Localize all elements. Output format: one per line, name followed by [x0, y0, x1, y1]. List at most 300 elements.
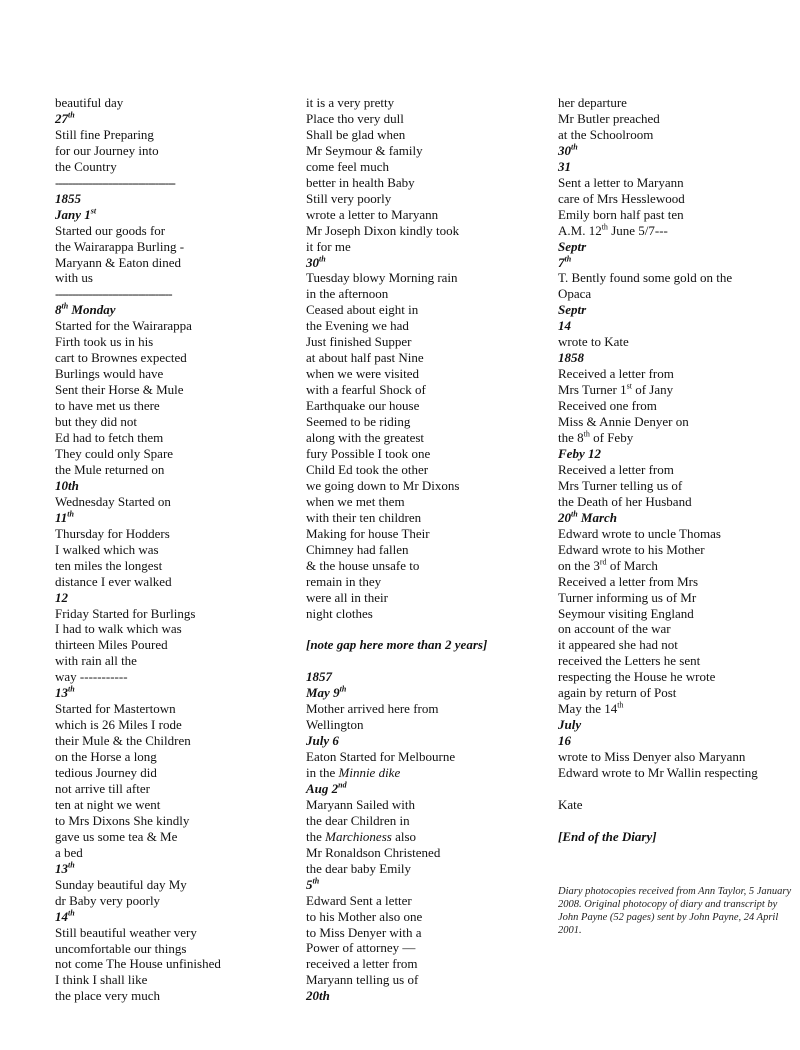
diary-line — [558, 621, 796, 637]
line-text: Ceased about eight in — [306, 302, 419, 318]
line-text: received the Letters he sent — [558, 653, 701, 669]
line-text: They could only Spare — [55, 445, 174, 461]
line-text: July — [558, 717, 582, 733]
line-text: May the 14 — [558, 701, 618, 717]
line-text: Eaton Started for Melbourne — [306, 749, 456, 765]
line-text: to Mrs Dixons She kindly — [55, 812, 190, 828]
line-text: Emily born half past ten — [558, 206, 684, 222]
line-text: Edward Sent a letter — [306, 892, 412, 908]
diary-line — [558, 606, 796, 622]
diary-line — [558, 414, 796, 430]
diary-line — [55, 925, 295, 941]
line-text: distance I ever walked — [55, 573, 172, 589]
line-text: Mrs Turner 1 — [558, 382, 627, 398]
line-text: Mrs Turner telling us of — [558, 477, 683, 493]
diary-line — [306, 398, 546, 414]
line-text: on the Horse a long — [55, 749, 157, 765]
diary-line — [306, 414, 546, 430]
diary-line — [55, 127, 295, 143]
line-text: Started for the Wairarappa — [55, 318, 192, 334]
line-text: Earthquake our house — [306, 398, 420, 414]
diary-line — [55, 542, 295, 558]
ordinal-suffix: th — [571, 509, 578, 519]
diary-line — [55, 845, 295, 861]
diary-line — [306, 797, 546, 813]
diary-line — [558, 685, 796, 701]
line-text: 8 — [55, 302, 62, 318]
diary-line — [306, 909, 546, 925]
diary-line — [55, 813, 295, 829]
diary-line — [55, 398, 295, 414]
source-credit: Diary photocopies received from Ann Taylor, 5 January 2008. Original photocopy of diary and transcript by John Payne (52 pages) sent by John Payne, 24 April 2001. — [558, 885, 792, 936]
line-text: Still fine Preparing — [55, 126, 154, 142]
line-text: the 8 — [558, 430, 584, 446]
ordinal-suffix: th — [312, 876, 320, 886]
line-text: 13 — [55, 860, 68, 876]
entry-heading — [558, 318, 796, 334]
diary-line — [306, 510, 546, 526]
diary-line — [558, 95, 796, 111]
line-text: Sent a letter to Maryann — [558, 174, 684, 190]
line-text: remain in they — [306, 573, 382, 589]
spacer — [306, 621, 546, 637]
line-text: we going down to Mr Dixons — [306, 477, 460, 493]
diary-line — [306, 494, 546, 510]
entry-heading — [55, 861, 295, 877]
diary-line — [306, 972, 546, 988]
diary-line — [558, 398, 796, 414]
ordinal-suffix: th — [68, 110, 75, 120]
diary-line — [558, 111, 796, 127]
line-text: 20th — [306, 988, 330, 1004]
line-text: I think I shall like — [55, 972, 148, 988]
line-text: 1855 — [55, 190, 81, 206]
line-text: Seemed to be riding — [306, 414, 411, 430]
line-text: Mr Joseph Dixon kindly took — [306, 222, 460, 238]
line-text: at the Schoolroom — [558, 126, 654, 142]
line-text: [note gap here more than 2 years] — [306, 637, 488, 653]
line-text: the Mule returned on — [55, 461, 165, 477]
line-text: Septr — [558, 302, 587, 318]
line-text: received a letter from — [306, 956, 418, 972]
line-text: not arrive till after — [55, 780, 150, 796]
line-text: 10th — [55, 477, 79, 493]
diary-line — [306, 956, 546, 972]
line-text: Shall be glad when — [306, 126, 406, 142]
entry-heading — [558, 159, 796, 175]
diary-line — [306, 318, 546, 334]
line-text: wrote to Miss Denyer also Maryann — [558, 749, 746, 765]
line-text: with their ten children — [306, 509, 422, 525]
diary-line — [55, 270, 295, 286]
ship-name: Marchioness — [325, 828, 392, 844]
diary-line — [306, 940, 546, 956]
separator-rule — [55, 286, 295, 302]
diary-line — [558, 542, 796, 558]
line-text: Received a letter from — [558, 461, 674, 477]
ordinal-suffix: th — [319, 254, 326, 264]
ordinal-suffix: th — [583, 429, 590, 439]
diary-line — [55, 701, 295, 717]
line-text: which is 26 Miles I rode — [55, 717, 182, 733]
line-text: night clothes — [306, 605, 373, 621]
entry-heading — [55, 302, 295, 318]
diary-line — [558, 558, 796, 574]
column-3-lines — [558, 95, 796, 845]
diary-line — [55, 893, 295, 909]
diary-line — [306, 574, 546, 590]
entry-heading — [55, 191, 295, 207]
entry-heading — [558, 239, 796, 255]
line-text: 1858 — [558, 350, 584, 366]
spacer — [558, 845, 796, 861]
line-text: the Wairarappa Burling - — [55, 238, 185, 254]
line-text: Wellington — [306, 717, 364, 733]
entry-heading — [306, 685, 546, 701]
line-text: & the house unsafe to — [306, 557, 420, 573]
line-text: Place tho very dull — [306, 110, 404, 126]
line-text-continued: of Feby — [589, 430, 634, 446]
diary-line — [558, 127, 796, 143]
diary-line — [55, 797, 295, 813]
line-text: on account of the war — [558, 621, 671, 637]
diary-line — [558, 574, 796, 590]
diary-line — [558, 207, 796, 223]
line-text: Started for Mastertown — [55, 701, 176, 717]
line-text: Edward wrote to uncle Thomas — [558, 525, 721, 541]
diary-line — [306, 430, 546, 446]
line-text: Tuesday blowy Morning rain — [306, 270, 458, 286]
diary-line — [55, 637, 295, 653]
line-text: I walked which was — [55, 541, 159, 557]
diary-line — [306, 813, 546, 829]
diary-line — [55, 526, 295, 542]
entry-heading — [306, 988, 546, 1004]
diary-line — [558, 430, 796, 446]
diary-line — [55, 430, 295, 446]
diary-line — [306, 717, 546, 733]
line-text: Sent their Horse & Mule — [55, 382, 184, 398]
line-text: Sunday beautiful day My — [55, 876, 187, 892]
entry-heading — [306, 733, 546, 749]
line-text: Maryann & Eaton dined — [55, 254, 181, 270]
entry-heading — [306, 637, 546, 653]
line-text: Feby 12 — [558, 445, 601, 461]
diary-line — [558, 526, 796, 542]
diary-line — [55, 318, 295, 334]
entry-heading — [558, 717, 796, 733]
line-text: ------------------------------------ — [55, 174, 175, 190]
line-text: Miss & Annie Denyer on — [558, 414, 689, 430]
diary-line — [55, 239, 295, 255]
line-text: uncomfortable our things — [55, 940, 187, 956]
diary-line — [306, 542, 546, 558]
diary-line — [55, 414, 295, 430]
line-text: when we met them — [306, 493, 405, 509]
diary-line — [55, 733, 295, 749]
diary-line — [558, 637, 796, 653]
entry-heading — [558, 733, 796, 749]
diary-line — [55, 829, 295, 845]
diary-line — [306, 95, 546, 111]
entry-heading — [55, 909, 295, 925]
line-text: her departure — [558, 95, 627, 110]
diary-line — [306, 366, 546, 382]
diary-line — [55, 574, 295, 590]
line-text: it for me — [306, 238, 351, 254]
line-text: Maryann Sailed with — [306, 796, 416, 812]
entry-heading — [558, 255, 796, 271]
diary-line — [55, 95, 295, 111]
line-text: on the 3 — [558, 557, 600, 573]
diary-line — [55, 382, 295, 398]
entry-heading — [306, 255, 546, 271]
line-text: to his Mother also one — [306, 908, 423, 924]
line-text: care of Mrs Hesslewood — [558, 190, 685, 206]
diary-line — [306, 143, 546, 159]
line-text: 31 — [558, 158, 571, 174]
line-text: [End of the Diary] — [558, 828, 657, 844]
line-text: 5 — [306, 876, 313, 892]
diary-line — [558, 478, 796, 494]
line-text: along with the greatest — [306, 430, 425, 446]
line-text: Ed had to fetch them — [55, 430, 164, 446]
line-text: with a fearful Shock of — [306, 382, 426, 398]
line-text-continued: of Jany — [631, 382, 674, 398]
ordinal-suffix: th — [67, 509, 74, 519]
diary-line — [306, 382, 546, 398]
line-text: Child Ed took the other — [306, 461, 429, 477]
ordinal-suffix: th — [68, 908, 75, 918]
line-text: ten at night we went — [55, 796, 161, 812]
entry-heading — [306, 877, 546, 893]
diary-line — [558, 382, 796, 398]
diary-line — [558, 366, 796, 382]
ordinal-suffix: th — [617, 700, 624, 710]
line-text: Edward wrote to Mr Wallin respecting — [558, 765, 758, 781]
diary-line — [55, 765, 295, 781]
ship-name: Minnie dike — [338, 765, 401, 780]
diary-line — [306, 270, 546, 286]
diary-line — [558, 749, 796, 765]
ordinal-suffix: st — [90, 206, 97, 216]
line-text: Received one from — [558, 398, 657, 414]
entry-heading — [558, 143, 796, 159]
diary-line — [558, 669, 796, 685]
line-text: Seymour visiting England — [558, 605, 694, 621]
line-text: Power of attorney — — [306, 940, 416, 956]
diary-line — [306, 893, 546, 909]
diary-line — [306, 478, 546, 494]
diary-line — [306, 462, 546, 478]
line-text: come feel much — [306, 158, 390, 174]
diary-line — [55, 462, 295, 478]
line-text: Opaca — [558, 286, 592, 302]
diary-line — [558, 175, 796, 191]
line-text: Received a letter from Mrs — [558, 573, 699, 589]
ordinal-suffix: th — [601, 222, 608, 232]
line-text: Mr Ronaldson Christened — [306, 844, 441, 860]
diary-line — [306, 239, 546, 255]
line-text: to Miss Denyer with a — [306, 924, 422, 940]
line-text: 20 — [558, 509, 571, 525]
column-3 — [558, 95, 796, 937]
line-text: Firth took us in his — [55, 334, 154, 350]
spacer — [558, 861, 796, 877]
line-text: Mr Seymour & family — [306, 142, 423, 158]
line-text: Started our goods for — [55, 222, 166, 238]
entry-heading — [558, 829, 796, 845]
line-text-continued: Monday — [68, 302, 116, 318]
diary-line — [306, 526, 546, 542]
diary-line — [558, 653, 796, 669]
entry-heading — [55, 590, 295, 606]
line-text: Making for house Their — [306, 525, 430, 541]
ordinal-suffix: th — [68, 684, 75, 694]
diary-line — [306, 111, 546, 127]
separator-rule — [55, 175, 295, 191]
diary-line — [55, 223, 295, 239]
spacer — [558, 781, 796, 797]
diary-line — [306, 765, 546, 781]
line-text: respecting the House he wrote — [558, 669, 716, 685]
line-text: 1857 — [306, 669, 332, 685]
diary-line — [55, 350, 295, 366]
ordinal-suffix: th — [564, 254, 572, 264]
diary-line — [558, 462, 796, 478]
line-text: Aug 2 — [306, 780, 339, 796]
diary-line — [55, 143, 295, 159]
line-text-continued: also — [391, 828, 417, 844]
line-text: tedious Journey did — [55, 765, 157, 781]
line-text: their Mule & the Children — [55, 733, 191, 749]
diary-line — [306, 286, 546, 302]
line-text: when we were visited — [306, 366, 419, 382]
diary-line — [558, 270, 796, 286]
line-text: 27 — [55, 110, 68, 126]
line-text-continued: June 5/7--- — [607, 222, 668, 238]
diary-line — [558, 701, 796, 717]
diary-line — [55, 956, 295, 972]
diary-line — [55, 494, 295, 510]
line-text: but they did not — [55, 414, 137, 430]
entry-heading — [306, 669, 546, 685]
diary-line — [558, 494, 796, 510]
diary-line — [558, 334, 796, 350]
entry-heading — [55, 111, 295, 127]
column-2 — [306, 95, 546, 1004]
diary-line — [55, 877, 295, 893]
line-text: 16 — [558, 733, 571, 749]
line-text: the — [306, 828, 326, 844]
spacer — [558, 813, 796, 829]
diary-line — [306, 829, 546, 845]
diary-line — [306, 925, 546, 941]
diary-line — [55, 669, 295, 685]
entry-heading — [55, 685, 295, 701]
diary-line — [306, 223, 546, 239]
line-text: the dear Children in — [306, 812, 410, 828]
diary-line — [55, 558, 295, 574]
ordinal-suffix: th — [61, 302, 69, 312]
line-text: Maryann telling us of — [306, 972, 419, 988]
line-text-continued: March — [577, 509, 618, 525]
entry-heading — [558, 510, 796, 526]
diary-line — [55, 446, 295, 462]
line-text: Mr Butler preached — [558, 110, 660, 126]
line-text: not come The House unfinished — [55, 956, 221, 972]
line-text: Received a letter from — [558, 366, 674, 382]
line-text: in the — [306, 765, 339, 780]
diary-line — [55, 972, 295, 988]
ordinal-suffix: nd — [338, 780, 347, 790]
line-text: cart to Brownes expected — [55, 350, 187, 366]
diary-line — [306, 350, 546, 366]
line-text: fury Possible I took one — [306, 445, 431, 461]
ordinal-suffix: th — [571, 142, 578, 152]
line-text: 14 — [55, 908, 68, 924]
diary-line — [306, 191, 546, 207]
line-text: May 9 — [306, 685, 340, 701]
line-text: ten miles the longest — [55, 557, 163, 573]
diary-line — [306, 590, 546, 606]
line-text: wrote a letter to Maryann — [306, 206, 439, 222]
line-text: Friday Started for Burlings — [55, 605, 196, 621]
line-text: thirteen Miles Poured — [55, 637, 168, 653]
diary-line — [55, 988, 295, 1004]
line-text: Still beautiful weather very — [55, 924, 197, 940]
diary-line — [306, 606, 546, 622]
diary-line — [306, 175, 546, 191]
line-text: 12 — [55, 589, 68, 605]
diary-line — [55, 653, 295, 669]
line-text: to have met us there — [55, 398, 160, 414]
line-text: with us — [55, 270, 93, 286]
line-text: 13 — [55, 685, 68, 701]
diary-line — [55, 159, 295, 175]
line-text: Jany 1 — [55, 206, 91, 222]
diary-line — [558, 797, 796, 813]
diary-line — [306, 207, 546, 223]
entry-heading — [55, 207, 295, 223]
line-text-continued: of March — [606, 557, 658, 573]
entry-heading — [558, 302, 796, 318]
diary-line — [55, 255, 295, 271]
diary-line — [558, 223, 796, 239]
diary-line — [306, 861, 546, 877]
line-text: dr Baby very poorly — [55, 892, 161, 908]
line-text: beautiful day — [55, 95, 124, 110]
ordinal-suffix: th — [68, 860, 75, 870]
diary-line — [306, 127, 546, 143]
line-text: a bed — [55, 844, 83, 860]
diary-line — [55, 621, 295, 637]
line-text: 30 — [558, 142, 571, 158]
diary-line — [55, 606, 295, 622]
line-text: way ----------- — [55, 669, 128, 685]
diary-line — [306, 845, 546, 861]
line-text: Just finished Supper — [306, 334, 412, 350]
line-text: A.M. 12 — [558, 222, 602, 238]
line-text: Chimney had fallen — [306, 541, 409, 557]
diary-line — [306, 334, 546, 350]
line-text: were all in their — [306, 589, 388, 605]
diary-line — [306, 302, 546, 318]
line-text: wrote to Kate — [558, 334, 629, 350]
line-text: Septr — [558, 238, 587, 254]
line-text: 11 — [55, 509, 68, 525]
diary-line — [306, 159, 546, 175]
